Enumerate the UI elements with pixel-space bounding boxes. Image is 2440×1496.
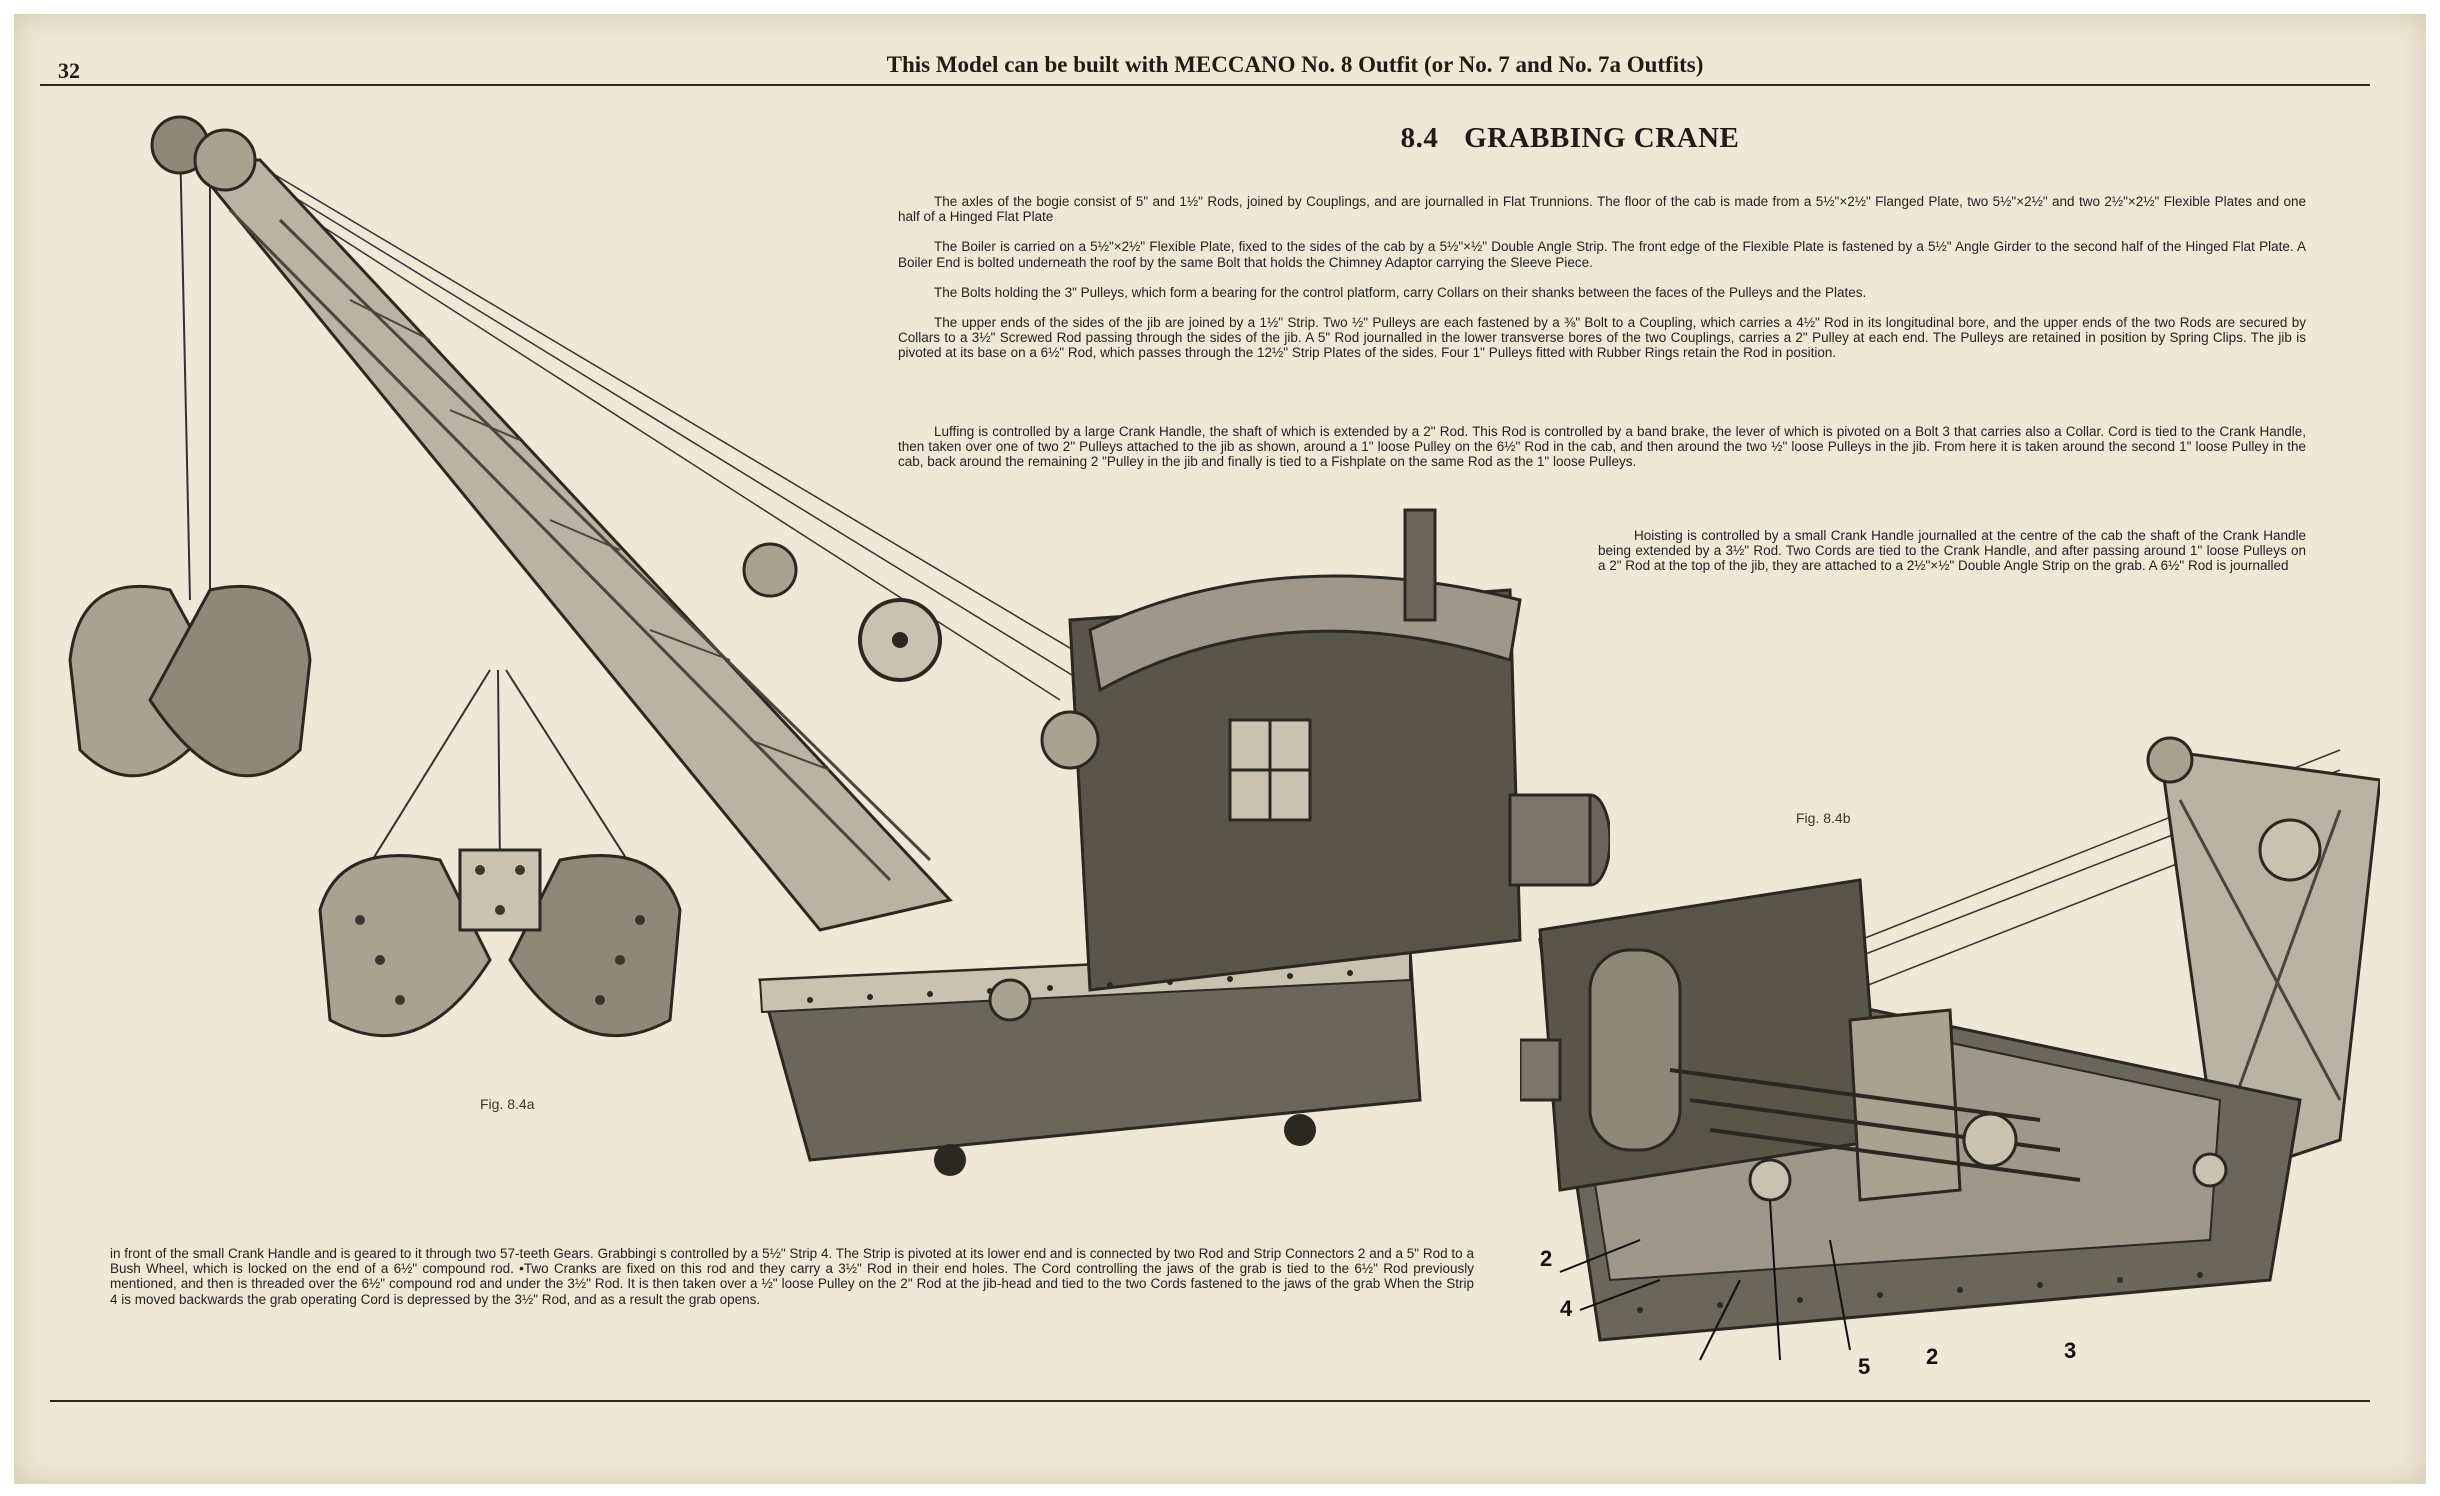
- figure-8-4b-detail: [1520, 720, 2380, 1380]
- footer-rule: [50, 1400, 2370, 1402]
- callout-number: 4: [1560, 1296, 1573, 1321]
- paragraph-jib: The upper ends of the sides of the jib are joined by a 1½" Strip. Two ½" Pulleys are each fastened by a ⅜" Bolt to a Coupling, which carries a 4½" Rod in its longitudinal bore, and the upper ends of the two Rods are secured by Collars to a 3½" Screwed Rod passing through the sides of the jib. A 5" Rod journalled in the lower transverse bores of the two Couplings, carries a 2" Pulley at each end. The Pulleys are retained in position by Spring Clips. The jib is pivoted at its base on a 6½" Rod, which passes through the 12½" Strip Plates of the sides. Four 1" Pulleys fitted with Rubber Rings retain the Rod in position.: [898, 315, 2306, 361]
- header-rule: [40, 84, 2370, 86]
- figure-8-4a-caption: Fig. 8.4a: [480, 1096, 535, 1112]
- callout-number: 2: [1926, 1344, 1939, 1369]
- body-text-continuation: [110, 1246, 1474, 1322]
- running-head: This Model can be built with MECCANO No. 8 Outfit (or No. 7 and No. 7a Outfits): [886, 52, 1704, 77]
- paragraph-hoisting: Hoisting is controlled by a small Crank Handle journalled at the centre of the cab the shaft of the Crank Handle being extended by a 3½" Rod. Two Cords are tied to the Crank Handle, and after passing around 1" loose Pulleys on a 2" Rod at the top of the jib, they are attached to a 2½"×½" Double Angle Strip on the grab. A 6½" Rod is journalled: [1598, 528, 2306, 574]
- callout-number: 5: [1858, 1354, 1871, 1379]
- callout-number: 3: [2064, 1338, 2077, 1363]
- paragraph-bogie: The axles of the bogie consist of 5" and 1½" Rods, joined by Couplings, and are journalled in Flat Trunnions. The floor of the cab is made from a 5½"×2½" Flanged Plate, two 5½"×2½" and two 2½"×2½" Flexible Plates and one half of a Hinged Flat Plate: [898, 194, 2306, 225]
- section-number: 8.4: [1400, 122, 1439, 154]
- section-title: GRABBING CRANE: [1464, 122, 1740, 154]
- body-text-hoisting: [1598, 528, 2306, 589]
- paragraph-boiler: The Boiler is carried on a 5½"×2½" Flexible Plate, fixed to the sides of the cab by a 5½"×½" Double Angle Strip. The front edge of the Flexible Plate is fastened by a 5½" Angle Girder to the second half of the Hinged Flat Plate. A Boiler End is bolted underneath the roof by the same Bolt that holds the Chimney Adaptor carrying the Sleeve Piece.: [898, 239, 2306, 270]
- callout-number: 2: [1540, 1246, 1553, 1271]
- figure-8-4b-caption: Fig. 8.4b: [1796, 810, 1851, 826]
- page-number: 32: [58, 58, 80, 83]
- figure-grabbing-crane: [50, 100, 1610, 1190]
- paragraph-luffing: Luffing is controlled by a large Crank Handle, the shaft of which is extended by a 2" Rod. This Rod is controlled by a band brake, the lever of which is pivoted on a Bolt 3 that carries also a Collar. Cord is tied to the Crank Handle, then taken over one of two 2" Pulleys attached to the jib as shown, around a 1" loose Pulley on the 6½" Rod in the cab, and then around the two ½" loose Pulleys in the jib. From here it is taken around the second 1" loose Pulley in the cab, back around the remaining 2 "Pulley in the jib and finally is tied to a Fishplate on the same Rod as the 1" loose Pulleys.: [898, 424, 2306, 470]
- paragraph-bolts: The Bolts holding the 3" Pulleys, which form a bearing for the control platform, carry Collars on their shanks between the faces of the Pulleys and the Plates.: [934, 284, 1867, 300]
- paragraph-grabbing: in front of the small Crank Handle and is geared to it through two 57-teeth Gears. Grabbingi s controlled by a 5½" Strip 4. The Strip is pivoted at its lower end and is connected by two Rod and Strip Connectors 2 and a 5" Rod to a Bush Wheel, which is locked on the end of a 6½" compound rod. •Two Cranks are fixed on this rod and they carry a 3½" Rod in their end holes. The Cord controlling the jaws of the grab is tied to the 6½" Rod previously mentioned, and then is threaded over the 6½" compound rod and under the 3½" Rod. It is then taken over a ½" loose Pulley on the 2" Rod at the jib-head and tied to the two Cords fastened to the jaws of the grab When the Strip 4 is moved backwards the grab operating Cord is depressed by the 3½" Rod, and as a result the grab opens.: [110, 1246, 1474, 1307]
